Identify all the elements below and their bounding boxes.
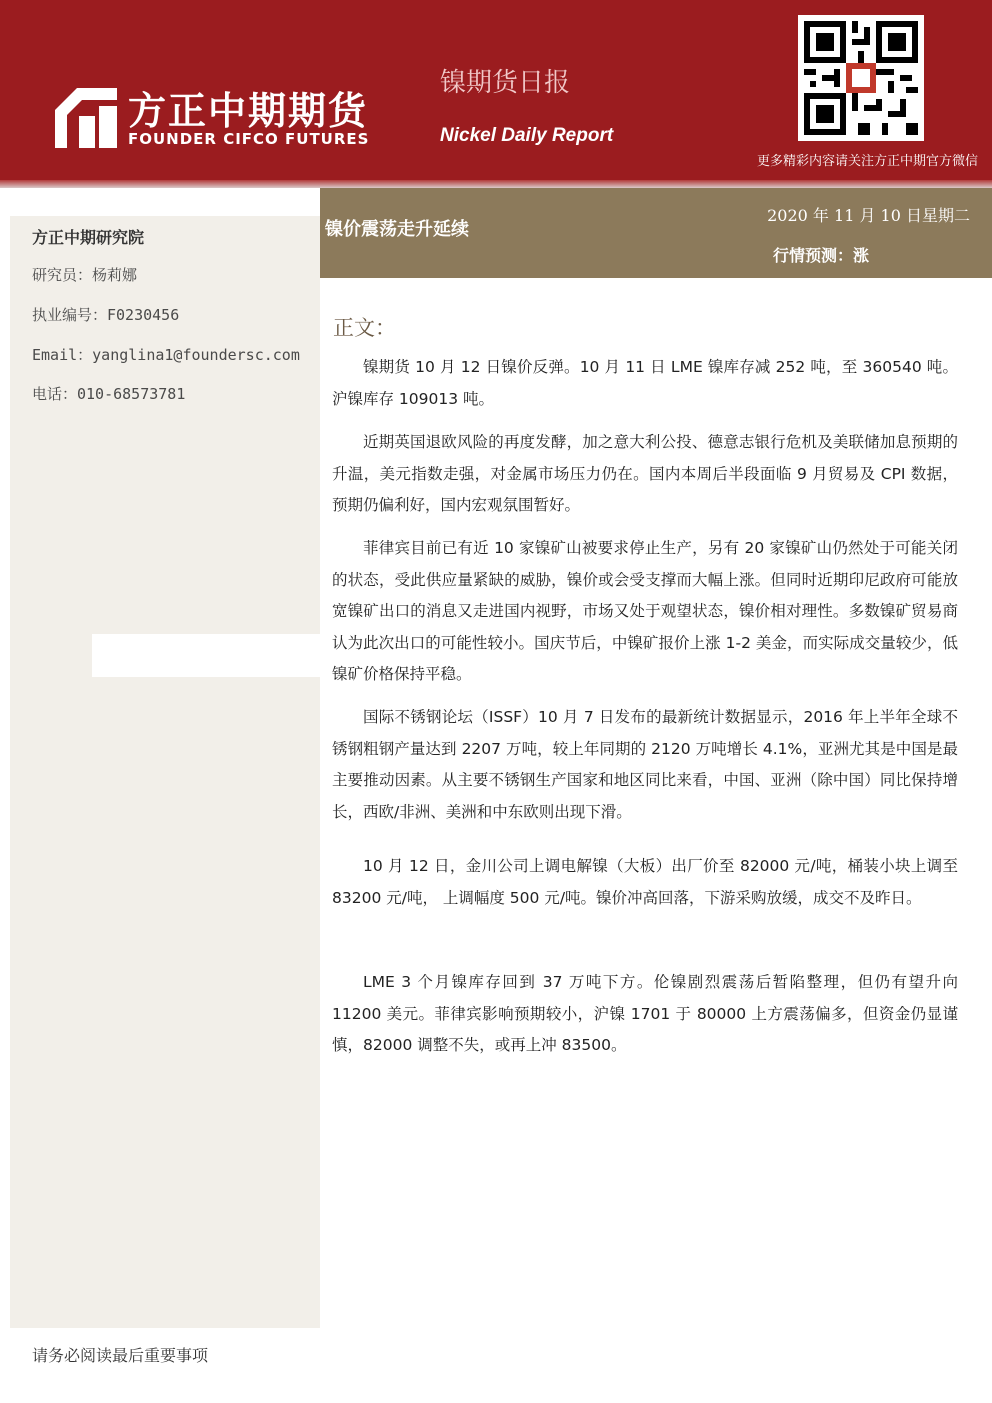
sidebar-notch [92,634,320,677]
body-paragraph: 国际不锈钢论坛（ISSF）10 月 7 日发布的最新统计数据显示，2016 年上半年全球不锈钢粗钢产量达到 2207 万吨，较上年同期的 2120 万吨增长 4.1%，亚洲尤其是中国是最主要推动因素。从主要不锈钢生产国家和地区同比来看，中国、亚洲（除中国）同比保持增长，西欧/非洲、美洲和中东欧则出现下滑。 [332,708,958,821]
qr-code-icon [804,21,918,135]
body-paragraph: 菲律宾目前已有近 10 家镍矿山被要求停止生产，另有 20 家镍矿山仍然处于可能关闭的状态，受此供应量紧缺的威胁，镍价或会受支撑而大幅上涨。但同时近期印尼政府可能放宽镍矿出口的消息又走进国内视野，市场又处于观望状态，镍价相对理性。多数镍矿贸易商认为此次出口的可能性较小。国庆节后，中镍矿报价上涨 1-2 美金，而实际成交量较少，低镍矿价格保持平稳。 [332,539,958,683]
footer-disclaimer-note: 请务必阅读最后重要事项 [32,1346,209,1365]
contact-phone: 电话：010-68573781 [32,385,186,403]
contact-email[interactable]: Email：yanglina1@foundersc.com [32,346,300,364]
license-number: 执业编号：F0230456 [32,306,180,324]
report-headline: 镍价震荡走升延续 [325,219,469,240]
body-paragraph: 10 月 12 日，金川公司上调电解镍（大板）出厂价至 82000 元/吨，桶装小块上调至 83200 元/吨， 上调幅度 500 元/吨。镍价冲高回落，下游采购放缓，成交不及昨日。 [332,857,958,907]
body-paragraph: 镍期货 10 月 12 日镍价反弹。10 月 11 日 LME 镍库存减 252 吨，至 360540 吨。沪镍库存 109013 吨。 [332,358,958,408]
institute-name: 方正中期研究院 [32,228,145,247]
body-heading: 正文： [333,316,396,340]
market-forecast: 行情预测：涨 [773,246,870,265]
company-name-en: FOUNDER CIFCO FUTURES [128,130,370,148]
researcher-name: 研究员：杨莉娜 [32,266,138,284]
company-name-cn: 方正中期期货 [128,89,369,133]
report-title-cn: 镍期货日报 [440,68,571,98]
header-stripe [0,180,992,188]
body-paragraph: 近期英国退欧风险的再度发酵，加之意大利公投、德意志银行危机及美联储加息预期的升温，美元指数走强，对金属市场压力仍在。国内本周后半段面临 9 月贸易及 CPI 数据，预期仍偏利好，国内宏观氛围暂好。 [332,433,958,514]
wechat-qr-code [798,15,924,141]
body-paragraph: LME 3 个月镍库存回到 37 万吨下方。伦镍剧烈震荡后暂陷整理，但仍有望升向 11200 美元。菲律宾影响预期较小，沪镍 1701 于 80000 上方震荡偏多，但资金仍显谨慎，82000 调整不失，或再上冲 83500。 [332,973,958,1054]
report-date: 2020 年 11 月 10 日星期二 [767,206,970,225]
qr-caption: 更多精彩内容请关注方正中期官方微信 [756,154,978,169]
company-logo-icon [55,88,117,148]
report-title-en: Nickel Daily Report [440,125,614,146]
